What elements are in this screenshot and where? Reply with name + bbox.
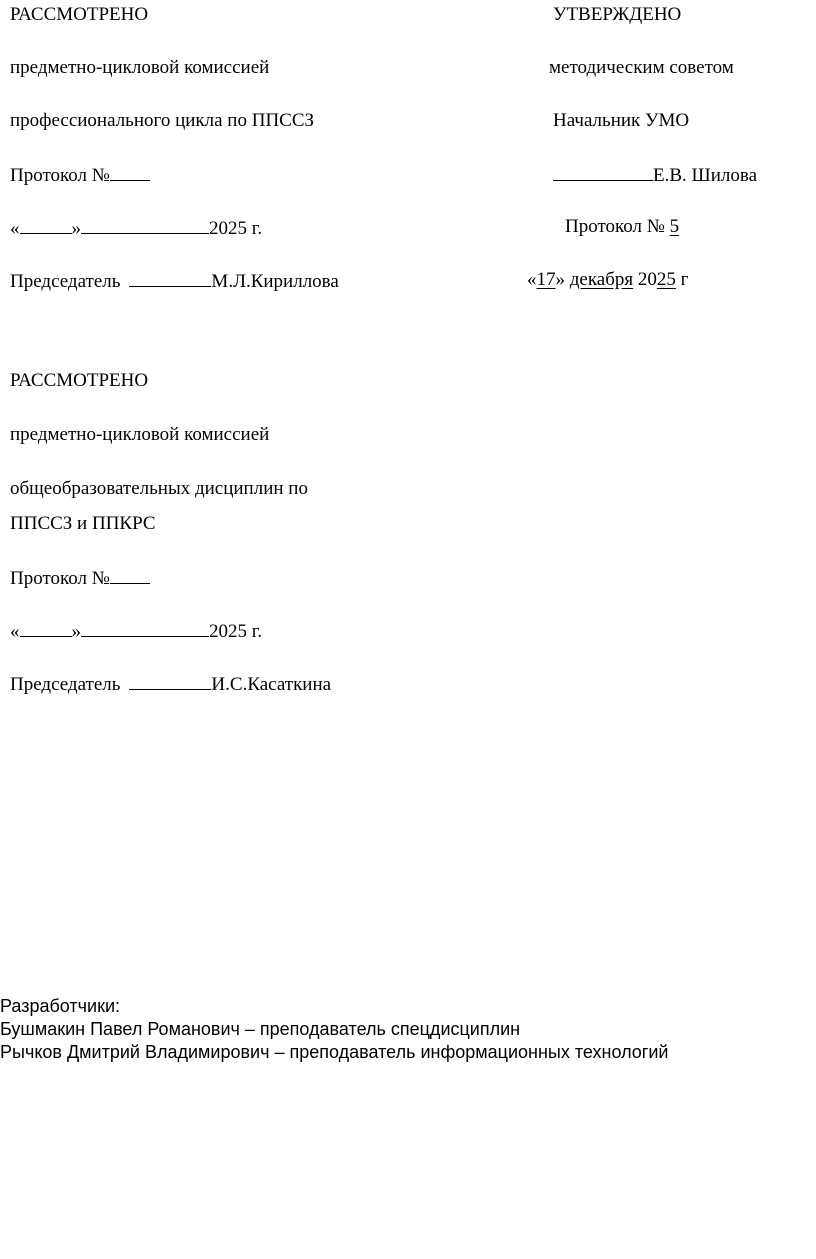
left-date-close: » (71, 218, 81, 239)
right-date-close: » (555, 269, 565, 290)
developers-heading: Разработчики: (0, 996, 121, 1016)
right-date-year-suffix: 25 (656, 269, 676, 290)
right-title: УТВЕРЖДЕНО (553, 4, 682, 25)
left-protocol (10, 163, 150, 187)
right-signature-blank (553, 163, 653, 181)
second-protocol-blank (110, 566, 150, 584)
second-date (10, 619, 262, 643)
left-chair (10, 269, 339, 293)
left-protocol-blank (110, 163, 150, 181)
second-committee: предметно-цикловой комиссией (10, 424, 270, 445)
left-date-month-blank (81, 216, 209, 234)
second-protocol-label: Протокол № (10, 568, 110, 589)
right-date-year-prefix: 20 (637, 269, 657, 290)
second-date-month-blank (81, 619, 209, 637)
right-date (527, 269, 688, 291)
left-chair-blank (129, 269, 211, 287)
second-title: РАССМОТРЕНО (10, 370, 149, 391)
left-chair-label: Председатель (10, 271, 121, 292)
left-date-year: 2025 г. (209, 218, 263, 239)
second-date-open: « (10, 621, 20, 642)
right-date-month: декабря (569, 269, 634, 290)
second-date-year: 2025 г. (209, 621, 263, 642)
developer-2: Рычков Дмитрий Владимирович – преподаватель информационных технологий (0, 1042, 669, 1062)
second-date-day-blank (20, 619, 72, 637)
second-chair-label: Председатель (10, 674, 121, 695)
right-head-umo: Начальник УМО (553, 110, 690, 131)
right-protocol-label: Протокол № (565, 216, 665, 237)
left-date (10, 216, 262, 240)
right-date-g: г (680, 269, 689, 290)
right-protocol (565, 216, 679, 238)
second-disciplines: общеобразовательных дисциплин по (10, 478, 308, 499)
right-protocol-number: 5 (669, 216, 680, 237)
second-chair-name: И.С.Касаткина (211, 674, 332, 695)
second-protocol (10, 566, 150, 590)
right-date-day: 17 (536, 269, 556, 290)
left-chair-name: М.Л.Кириллова (211, 271, 339, 292)
left-date-day-blank (20, 216, 72, 234)
left-protocol-label: Протокол № (10, 165, 110, 186)
second-chair-blank (129, 672, 211, 690)
right-council: методическим советом (549, 57, 734, 78)
second-date-close: » (71, 621, 81, 642)
right-date-open: « (527, 269, 537, 290)
right-signer (553, 163, 757, 187)
developer-1: Бушмакин Павел Романович – преподаватель спецдисциплин (0, 1019, 521, 1039)
left-cycle: профессионального цикла по ППССЗ (10, 110, 315, 131)
left-title: РАССМОТРЕНО (10, 4, 149, 25)
left-date-open: « (10, 218, 20, 239)
second-programs: ППССЗ и ППКРС (10, 513, 156, 534)
second-chair (10, 672, 331, 696)
right-signer-name: Е.В. Шилова (653, 165, 757, 186)
left-committee: предметно-цикловой комиссией (10, 57, 270, 78)
